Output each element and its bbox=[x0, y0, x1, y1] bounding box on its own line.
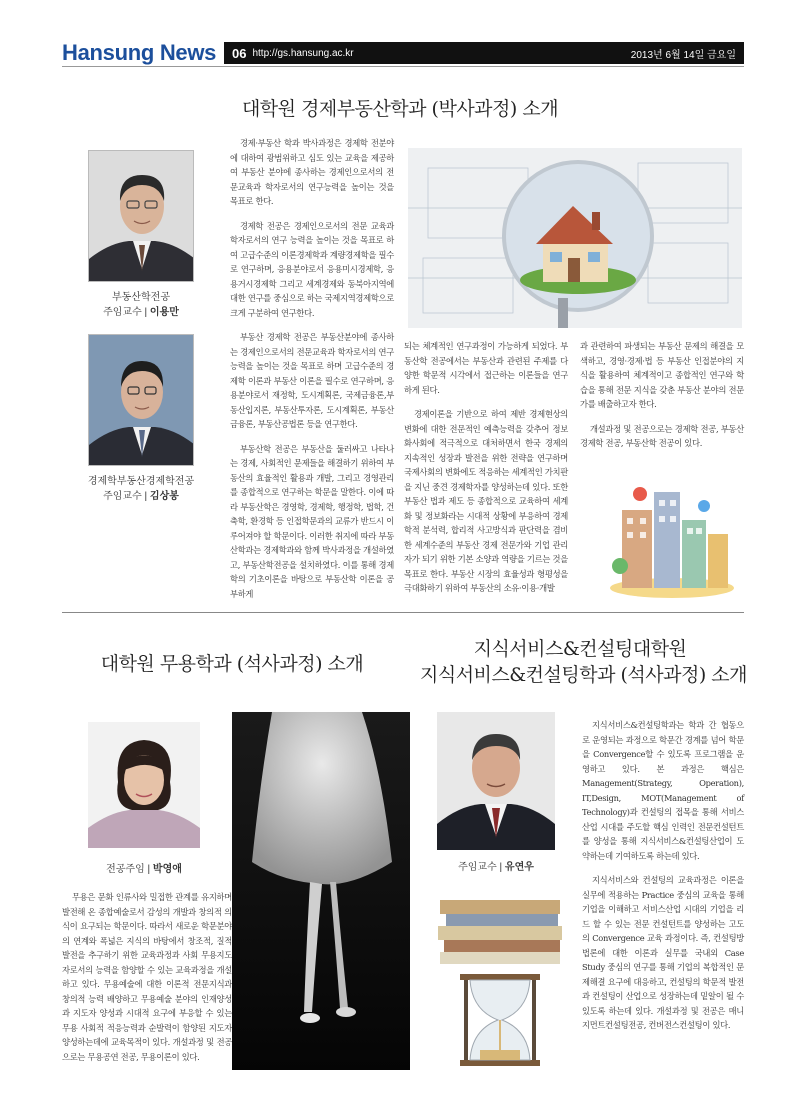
portrait-photo-kim bbox=[88, 334, 194, 466]
caption-kim: 경제학부동산경제학전공 주임교수 | 김상봉 bbox=[78, 474, 204, 504]
header-rule bbox=[62, 66, 744, 67]
paragraph: 지식서비스&컨설팅학과는 학과 간 협동으로 운영되는 과정으로 학문간 경계를 넘어 학문을 Convergence할 수 있도록 프로그램을 운영하고 있다. 본 과정은 핵심은 Management(Strategy, Operation), IT,Design, MOT(Management of Technology)과 컨설팅의 접목을 통해 서비스산업 시대를 주도할 핵심 인력인 전문컨설턴트를 양성을 통해 지식서비스&컨설팅산업이 도약하는데 기여하도록 하는데 있다. bbox=[582, 720, 744, 861]
paragraph: 개설과정 및 전공으로는 경제학 전공, 부동산경제학 전공, 부동산학 전공이 있다. bbox=[580, 423, 744, 448]
paragraph: 부동산학 전공은 부동산을 둘러싸고 나타나는 경제, 사회적인 문제들을 해결하기 위하여 부동산의 효율적인 활용과 개발, 그리고 경영관리를 종합적으로 연구하는 학문을 말한다. 이에 따라 부동산학은 경영학, 경제학, 행정학, 법학, 건축학, 환경학 등 인접학문과의 교류가 반드시 이루어져야 할 학문이다. 이러한 취지에 따라 부동산학과는 경제학과와 함께 박사과정을 개설하였고, 부동산학전공을 설치하였다. 이를 통해 경제학의 기초이론을 바탕으로 부동산학 이론을 공부하게 bbox=[230, 443, 394, 599]
newspaper-logo: Hansung News bbox=[62, 40, 217, 65]
portrait-photo-yoo bbox=[437, 712, 555, 850]
buildings-illustration bbox=[600, 470, 740, 600]
section2-title: 대학원 무용학과 (석사과정) 소개 bbox=[100, 653, 364, 675]
paragraph: 경제·부동산 학과 박사과정은 경제학 전분야에 대하여 광범위하고 심도 있는 교육을 제공하여 부동산 분야에 종사하는 경제인으로서의 전문교육과 학자로서의 연구능력을 높이는 것을 목표로 한다. bbox=[230, 138, 394, 206]
paragraph: 무용은 문화 인류사와 밀접한 관계를 유지하며 발전해 온 종합예술로서 감성의 개발과 창의적 의식이 요구되는 학문이다. 따라서 새로운 학문분야의 연계와 폭넓은 지식의 바탕에서 창조적, 질적 발전을 추구하기 위한 교육과정과 사회 무용지도자로서의 능력을 함양할 수 있는 교육과정을 개설하고 있다. 무용예술에 대한 이론적 전문지식과 창의적 능력 배양하고 무용예술 분야의 인재양성과 지도자 양성과 시대적 요구에 부응할 수 있는 무용 사회적 적응능력과 순발력이 함양된 지도자 양성하는데에 교육목적이 있다. 개설과정 및 전공으로는 무용공연 전공, 무용이론이 있다. bbox=[62, 892, 232, 1062]
caption-role: 경제학부동산경제학전공 bbox=[87, 476, 195, 487]
ballerina-image bbox=[232, 712, 410, 1070]
section3-title-line1: 지식서비스&컨설팅대학원 bbox=[473, 638, 687, 660]
caption-title: 주임교수 bbox=[103, 307, 142, 318]
buildings-image bbox=[600, 470, 740, 600]
house-magnifier-illustration bbox=[408, 148, 742, 328]
section1-column-1 bbox=[230, 136, 394, 611]
books-hourglass-illustration bbox=[430, 890, 570, 1075]
caption-name: 이용만 bbox=[149, 307, 179, 318]
caption-yoo: 주임교수 | 유연우 bbox=[458, 862, 534, 873]
portrait-photo-lee bbox=[88, 150, 194, 282]
caption-lee: 부동산학전공 주임교수 | 이용만 bbox=[80, 290, 202, 320]
caption-title: 주임교수 bbox=[458, 862, 497, 873]
person-portrait-image bbox=[89, 335, 194, 466]
person-portrait-image bbox=[89, 151, 194, 282]
house-magnifier-image bbox=[408, 148, 742, 328]
issue-date: 2013년 6월 14일 금요일 bbox=[630, 49, 736, 61]
ballerina-photo bbox=[232, 712, 410, 1070]
caption-name: 유연우 bbox=[504, 862, 534, 873]
section-divider bbox=[62, 612, 744, 613]
section2-body bbox=[62, 890, 232, 1074]
caption-title: 전공주임 bbox=[106, 864, 145, 875]
paragraph: 과 관련하여 파생되는 부동산 문제의 해결을 모색하고, 경영·경제·법 등 부동산 인접분야의 지식을 활용하여 체계적이고 종합적인 연구와 학습을 통해 전문 지식을 갖춘 부동산 분야의 전문가를 배출하고자 한다. bbox=[580, 341, 744, 409]
caption-name: 김상봉 bbox=[149, 491, 179, 502]
paragraph: 지식서비스와 컨설팅의 교육과정은 이론을 실무에 적용하는 Practice 중심의 교육을 통해 기업을 이해하고 서비스산업 시대의 기업을 리드 할 수 있는 전문 컨설턴트를 양성하는 고도의 Convergence 교육 과정이다. 즉, 컨설팅방법론에 대한 이론과 실무를 국내외 Case Study 중심의 연구를 통해 기업의 복합적인 문제해결 요구에 대응하고, 컨설팅의 학문적 발전과 컨설팅이 산업으로 성장하는데 밑알이 될 수 있도록 하는데 있다. 개설과정 및 전공은 매니지먼트컨설팅전공, 컨버전스컨설팅이 있다. bbox=[582, 875, 744, 1030]
header-bar bbox=[224, 42, 744, 64]
paragraph: 경제학 전공은 경제인으로서의 전문 교육과 학자로서의 연구 능력을 높이는 것을 목표로 하여 고급수준의 이론경제학과 계량경제학을 필수로 연구하며, 응용분야로서 응용미시경제학, 응용거시경제학 그리고 세계경제와 동북아지역에 대한 연구를 중심으로 하는 국제지역경제학으로 크게 구분하여 연구한다. bbox=[230, 220, 394, 318]
paragraph: 경제이론을 기반으로 하여 제반 경제현상의 변화에 대한 전문적인 예측능력을 갖추어 정보화사회에 적극적으로 대처하면서 한국 경제의 지속적인 성장과 발전을 위한 전략을 연구하며 국제사회의 변화에도 적응하는 세계적인 가치판을 지닌 중견 경제학자를 양성하는데 있다. 또한 부동산 법과 제도 등 종합적으로 교육하여 세계화 및 정보화라는 시대적 상황에 부응하여 경제학적 분석력, 합리적 사고방식과 판단력을 겸비한 세계수준의 부동산 경제 전문가와 기업 관리자가 되기 위한 기본 소양과 역량을 기르는 것을 목표로 한다. 부동산 시장의 효율성과 형평성을 극대화하기 위하여 부동산의 소유·이용·개발 bbox=[404, 409, 568, 593]
section3-body bbox=[582, 718, 744, 1043]
portrait-photo-park bbox=[88, 722, 200, 848]
person-portrait-image bbox=[88, 722, 200, 848]
caption-name: 박영애 bbox=[152, 864, 182, 875]
caption-role: 부동산학전공 bbox=[112, 292, 170, 303]
section3-title-line2: 지식서비스&컨설팅학과 (석사과정) 소개 bbox=[420, 664, 747, 686]
section1-title: 대학원 경제부동산학과 (박사과정) 소개 bbox=[241, 98, 559, 120]
person-portrait-image bbox=[437, 712, 555, 850]
paragraph: 부동산 경제학 전공은 부동산분야에 종사하는 경제인으로서의 전문교육과 학자로서의 연구 능력을 높이는 것을 목표로 하며 고급수준의 경제학 이론과 부동산 이론을 필수로 연구하며, 응용분야로서 재정학, 도시계획론, 국제금융론,부동산입지론, 부동산투자론, 도시계획론, 부동산금융론, 부동산공법론 등을 연구한다. bbox=[230, 332, 394, 429]
caption-park: 전공주임 | 박영애 bbox=[106, 864, 182, 875]
caption-title: 주임교수 bbox=[103, 491, 142, 502]
page-number: 06 bbox=[232, 45, 247, 61]
paragraph: 되는 체계적인 연구과정이 가능하게 되었다. 부동산학 전공에서는 부동산과 관련된 주제를 다양한 학문적 시각에서 접근하는 이론들을 연구하게 된다. bbox=[404, 341, 568, 395]
site-url[interactable]: http://gs.hansung.ac.kr bbox=[252, 47, 354, 59]
books-hourglass-image bbox=[430, 890, 570, 1075]
section1-column-3 bbox=[580, 339, 744, 461]
section1-column-2 bbox=[404, 339, 568, 606]
